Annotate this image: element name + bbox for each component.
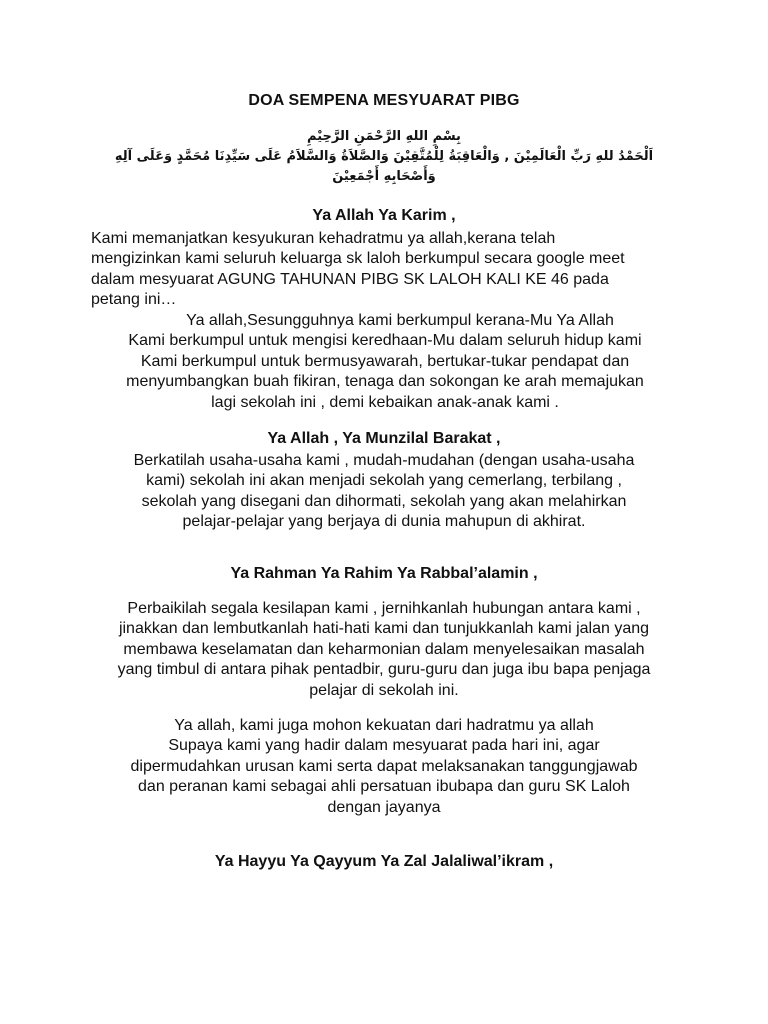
arabic-praise-line: اَلْحَمْدُ للهِ رَبِّ الْعَالَمِيْنَ , وَالْعَاقِبَةُ لِلْمُتَّقِيْنَ وَالصَّلاَةُ وَالسَّلاَمُ عَلَى سَيِّدِنَا مُحَمَّدٍ وَعَلَى آلِهِ: [114, 149, 654, 164]
paragraph-improvement: [84, 599, 684, 701]
paragraph-line: Supaya kami yang hadir dalam mesyuarat pada hari ini, agar: [168, 737, 600, 755]
paragraph-line: Perbaikilah segala kesilapan kami , jernihkanlah hubungan antara kami ,: [127, 600, 641, 617]
paragraph-line: sekolah yang disegani dan dihormati, sekolah yang akan melahirkan: [141, 492, 627, 510]
paragraph-line: Ya allah, kami juga mohon kekuatan dari hadratmu ya allah: [174, 717, 594, 734]
basmala-line: بِسْمِ اللهِ الرَّحْمَنِ الرَّحِيْمِ: [307, 129, 461, 144]
paragraph-line: Kami berkumpul untuk mengisi keredhaan-Mu dalam seluruh hidup kami: [128, 332, 642, 350]
paragraph-line: Kami memanjatkan kesyukuran kehadratmu ya allah,kerana telah: [91, 230, 556, 247]
paragraph-line: dan peranan kami sebagai ahli persatuan ibubapa dan guru SK Laloh: [138, 778, 630, 796]
document-title: DOA SEMPENA MESYUARAT PIBG: [248, 92, 520, 109]
heading-ya-rahman-ya-rahim: Ya Rahman Ya Rahim Ya Rabbal’alamin ,: [230, 565, 538, 582]
paragraph-line: yang timbul di antara pihak pentadbir, guru-guru dan juga ibu bapa penjaga: [117, 661, 651, 679]
paragraph-line: pelajar-pelajar yang berjaya di dunia mahupun di akhirat.: [182, 513, 586, 531]
heading-ya-munzilal-barakat: Ya Allah , Ya Munzilal Barakat ,: [267, 430, 501, 447]
paragraph-line: menyumbangkan buah fikiran, tenaga dan sokongan ke arah memajukan: [126, 373, 644, 391]
paragraph-line: dipermudahkan urusan kami serta dapat melaksanakan tanggungjawab: [130, 757, 638, 775]
paragraph-line: dengan jayanya: [327, 798, 441, 816]
paragraph-line: dalam mesyuarat AGUNG TAHUNAN PIBG SK LALOH KALI KE 46 pada: [91, 270, 609, 288]
paragraph-line: jinakkan dan lembutkanlah hati-hati kami dan tunjukkanlah kami jalan yang: [118, 620, 650, 638]
paragraph-line: membawa keselamatan dan keharmonian dalam menyelesaikan masalah: [123, 640, 645, 658]
paragraph-line: kami) sekolah ini akan menjadi sekolah yang cemerlang, terbilang ,: [146, 472, 622, 490]
paragraph-line: petang ini…: [91, 291, 177, 309]
paragraph-gratitude: [91, 229, 625, 311]
paragraph-line: Berkatilah usaha-usaha kami , mudah-mudahan (dengan usaha-usaha: [133, 452, 635, 469]
paragraph-line: lagi sekolah ini , demi kebaikan anak-anak kami .: [211, 393, 559, 411]
paragraph-blessing: [84, 451, 684, 533]
heading-ya-allah-ya-karim: Ya Allah Ya Karim ,: [312, 207, 456, 224]
paragraph-line: mengizinkan kami seluruh keluarga sk laloh berkumpul secara google meet: [91, 250, 625, 268]
paragraph-line: pelajar di sekolah ini.: [309, 681, 459, 699]
arabic-praise-line-end: وَأَصْحَابِهِ أَجْمَعِيْنَ: [332, 169, 436, 184]
paragraph-strength: [84, 716, 684, 818]
paragraph-line: Ya allah,Sesungguhnya kami berkumpul kerana-Mu Ya Allah: [186, 312, 614, 329]
paragraph-line: Kami berkumpul untuk bermusyawarah, bertukar-tukar pendapat dan: [140, 352, 630, 370]
paragraph-gathering: [90, 311, 680, 413]
heading-ya-hayyu-ya-qayyum: Ya Hayyu Ya Qayyum Ya Zal Jalaliwal’ikram ,: [214, 853, 554, 870]
